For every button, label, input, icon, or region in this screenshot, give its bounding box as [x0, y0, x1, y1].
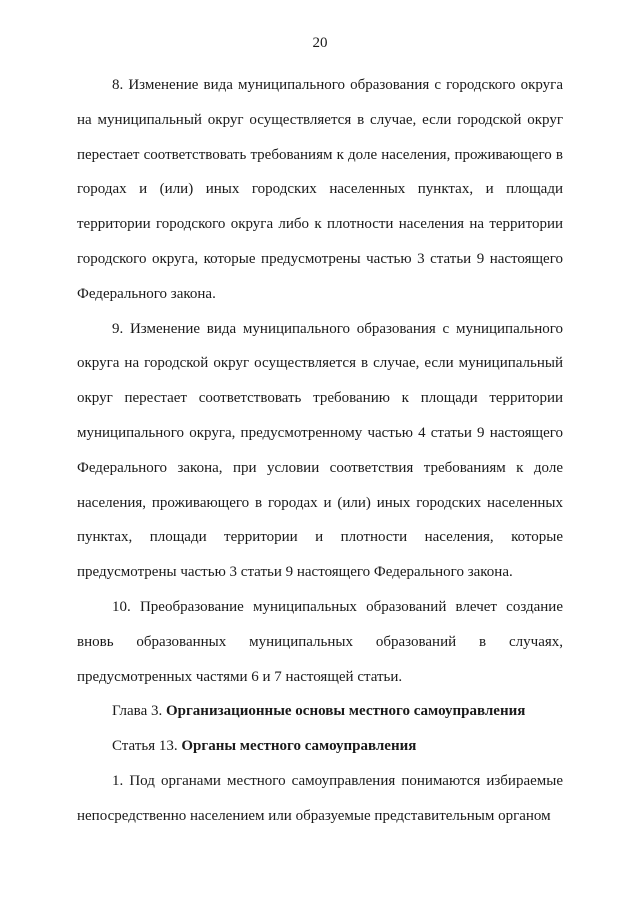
page-number: 20 [312, 35, 328, 51]
article-prefix: Статья 13. [112, 738, 178, 755]
paragraph-8: 8. Изменение вида муниципального образования с городского округа на муниципальный округ осуществляется в случае, если городской округ перестает соответствовать требованиям к доле населения, проживающего в городах и (или) иных городских населенных пунктах, и площади территории городского округа либо к плотности населения на территории городского округа, которые предусмотрены частью 3 статьи 9 настоящего Федерального закона. [77, 77, 563, 302]
article-title: Органы местного самоуправления [181, 738, 417, 755]
article-paragraph-1: 1. Под органами местного самоуправления понимаются избираемые непосредственно населением или образуемые представительным органом [77, 772, 563, 824]
article-heading [77, 729, 563, 764]
paragraph-9: 9. Изменение вида муниципального образования с муниципального округа на городской округ осуществляется в случае, если муниципальный округ перестает соответствовать требованию к площади территории муниципального округа, предусмотренному частью 4 статьи 9 настоящего Федерального закона, при условии соответствия требованиям к доле населения, проживающего в городах и (или) иных городских населенных пунктах, площади территории и плотности населения, которые предусмотрены частью 3 статьи 9 настоящего Федерального закона. [77, 320, 563, 581]
paragraph-10: 10. Преобразование муниципальных образований влечет создание вновь образованных муниципальных образований в случаях, предусмотренных частями 6 и 7 настоящей статьи. [77, 598, 563, 685]
chapter-prefix: Глава 3. [112, 703, 163, 720]
chapter-title: Организационные основы местного самоуправления [165, 703, 526, 720]
chapter-heading [77, 694, 563, 729]
page-content [77, 68, 563, 834]
